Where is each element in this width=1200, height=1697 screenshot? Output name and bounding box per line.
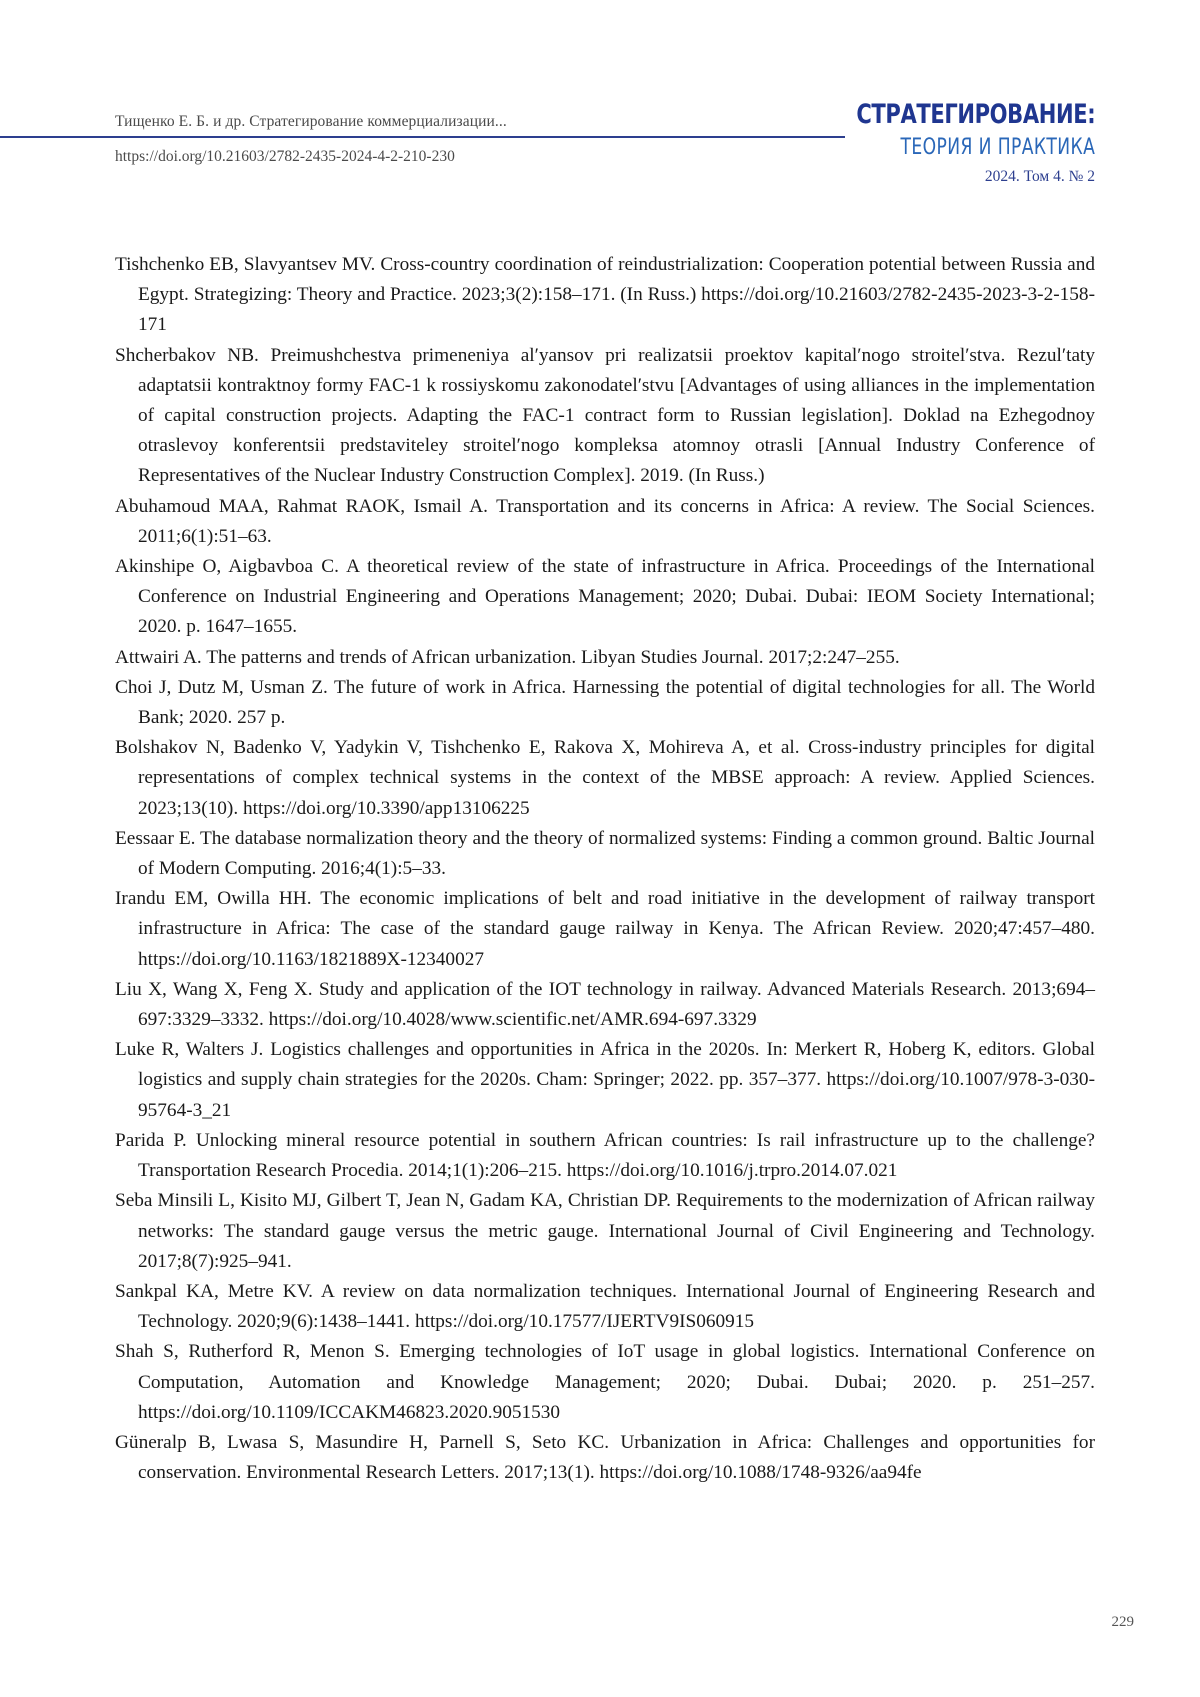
reference-item: Seba Minsili L, Kisito MJ, Gilbert T, Jean N, Gadam KA, Christian DP. Requirements to the modernization of African railway networks: The standard gauge versus the metric gauge. International Journal of Civil Engineering and Technology. 2017;8(7):925–941. <box>115 1186 1095 1277</box>
reference-item: Attwairi A. The patterns and trends of African urbanization. Libyan Studies Journal. 2017;2:247–255. <box>115 643 1095 673</box>
reference-item: Sankpal KA, Metre KV. A review on data normalization techniques. International Journal of Engineering Research and Technology. 2020;9(6):1438–1441. https://doi.org/10.17577/IJERTV9IS060915 <box>115 1277 1095 1337</box>
reference-item: Shcherbakov NB. Preimushchestva primeneniya al′yansov pri realizatsii proektov kapital′nogo stroitel′stva. Rezul′taty adaptatsii kontraktnoy formy FAC-1 k rossiyskomu zakonodatel′stvu [Advantages of using alliances in the implementation of capital construction projects. Adapting the FAC-1 contract form to Russian legislation]. Doklad na Ezhegodnoy otraslevoy konferentsii predstaviteley stroitel′nogo kompleksa atomnoy otrasli [Annual Industry Conference of Representatives of the Nuclear Industry Construction Complex]. 2019. (In Russ.) <box>115 341 1095 492</box>
reference-item: Tishchenko EB, Slavyantsev MV. Cross-country coordination of reindustrialization: Cooperation potential between Russia and Egypt. Strategizing: Theory and Practice. 2023;3(2):158–171. (In Russ.) https://doi.org/10.21603/2782-2435-2023-3-2-158-171 <box>115 250 1095 341</box>
doi-link[interactable]: https://doi.org/10.21603/2782-2435-2024-4-2-210-230 <box>115 148 455 166</box>
reference-item: Parida P. Unlocking mineral resource potential in southern African countries: Is rail infrastructure up to the challenge? Transportation Research Procedia. 2014;1(1):206–215. https://doi.org/10.1016/j.trpro.2014.07.021 <box>115 1126 1095 1186</box>
journal-title: СТРАТЕГИРОВАНИЕ: <box>856 98 1095 132</box>
reference-item: Luke R, Walters J. Logistics challenges and opportunities in Africa in the 2020s. In: Merkert R, Hoberg K, editors. Global logistics and supply chain strategies for the 2020s. Cham: Springer; 2022. pp. 357–377. https://doi.org/10.1007/978-3-030-95764-3_21 <box>115 1035 1095 1126</box>
running-head: Тищенко Е. Б. и др. Стратегирование коммерциализации... <box>115 113 507 131</box>
reference-list <box>115 250 1095 1488</box>
header-rule <box>0 136 845 138</box>
page-number: 229 <box>1112 1614 1135 1631</box>
reference-item: Choi J, Dutz M, Usman Z. The future of work in Africa. Harnessing the potential of digital technologies for all. The World Bank; 2020. 257 p. <box>115 673 1095 733</box>
reference-item: Abuhamoud MAA, Rahmat RAOK, Ismail A. Transportation and its concerns in Africa: A review. The Social Sciences. 2011;6(1):51–63. <box>115 492 1095 552</box>
journal-issue: 2024. Том 4. № 2 <box>789 168 1095 186</box>
journal-block <box>789 98 1095 186</box>
reference-item: Bolshakov N, Badenko V, Yadykin V, Tishchenko E, Rakova X, Mohireva A, et al. Cross-industry principles for digital representations of complex technical systems in the context of the MBSE approach: A review. Applied Sciences. 2023;13(10). https://doi.org/10.3390/app13106225 <box>115 733 1095 824</box>
reference-item: Eessaar E. The database normalization theory and the theory of normalized systems: Finding a common ground. Baltic Journal of Modern Computing. 2016;4(1):5–33. <box>115 824 1095 884</box>
reference-item: Shah S, Rutherford R, Menon S. Emerging technologies of IoT usage in global logistics. International Conference on Computation, Automation and Knowledge Management; 2020; Dubai. Dubai; 2020. p. 251–257. https://doi.org/10.1109/ICCAKM46823.2020.9051530 <box>115 1337 1095 1428</box>
reference-item: Güneralp B, Lwasa S, Masundire H, Parnell S, Seto KC. Urbanization in Africa: Challenges and opportunities for conservation. Environmental Research Letters. 2017;13(1). https://doi.org/10.1088/1748-9326/aa94fe <box>115 1428 1095 1488</box>
reference-item: Akinshipe O, Aigbavboa C. A theoretical review of the state of infrastructure in Africa. Proceedings of the International Conference on Industrial Engineering and Operations Management; 2020; Dubai. Dubai: IEOM Society International; 2020. p. 1647–1655. <box>115 552 1095 643</box>
journal-subtitle: ТЕОРИЯ И ПРАКТИКА <box>856 134 1095 162</box>
reference-item: Liu X, Wang X, Feng X. Study and application of the IOT technology in railway. Advanced Materials Research. 2013;694–697:3329–3332. https://doi.org/10.4028/www.scientific.net/AMR.694-697.3329 <box>115 975 1095 1035</box>
reference-item: Irandu EM, Owilla HH. The economic implications of belt and road initiative in the development of railway transport infrastructure in Africa: The case of the standard gauge railway in Kenya. The African Review. 2020;47:457–480. https://doi.org/10.1163/1821889X-12340027 <box>115 884 1095 975</box>
